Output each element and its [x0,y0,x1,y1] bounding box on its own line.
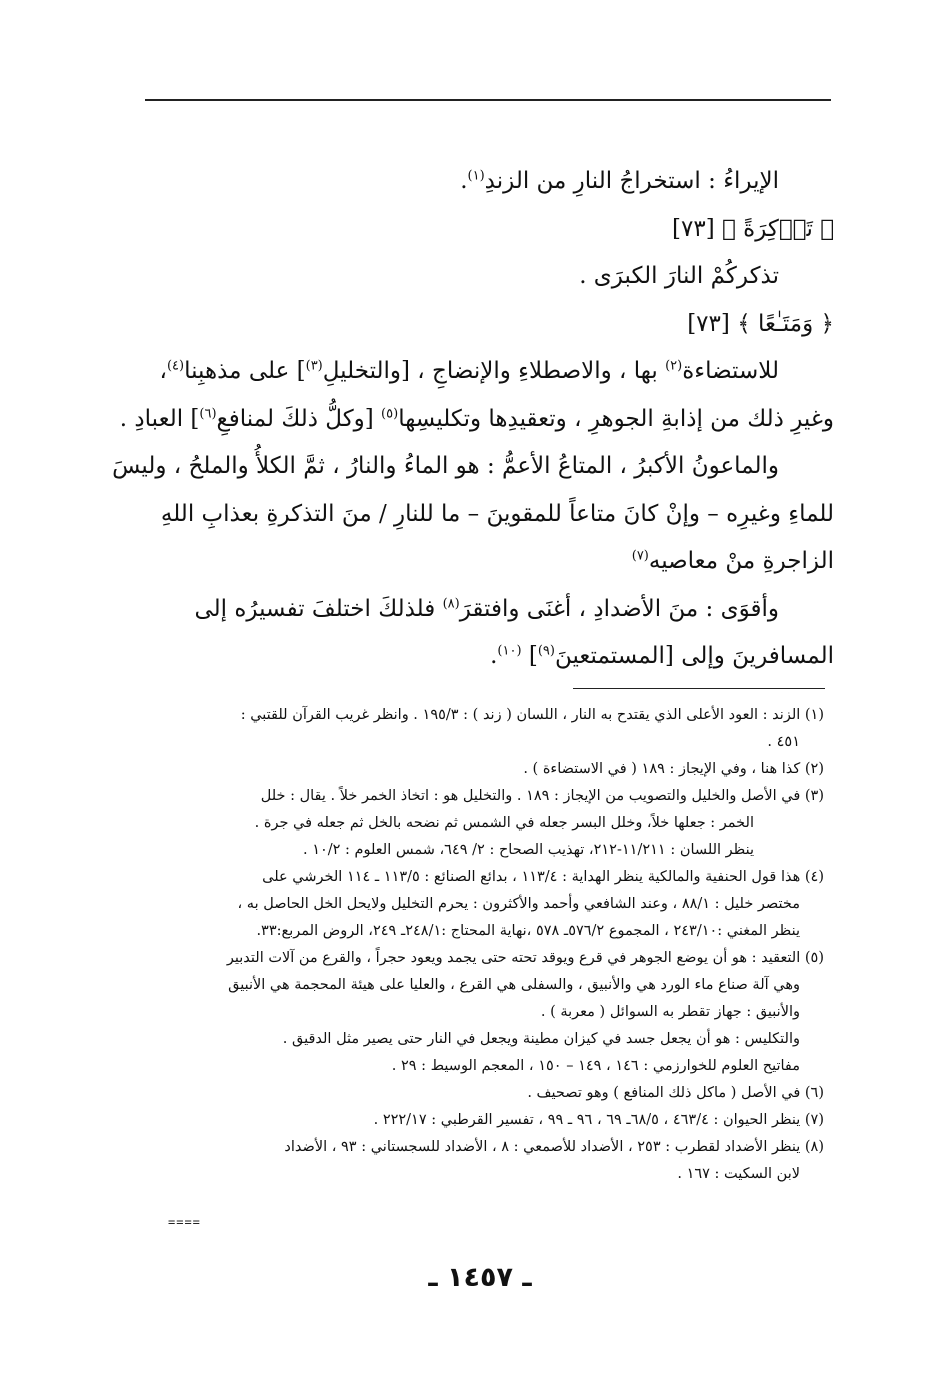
text-line-3: تذكركُمْ النارَ الكبرَى . [579,263,779,289]
footnote-1: (١) الزند : العود الأعلى الذي يقتدح به النار ، اللسان ( زند ) : ١٩٥/٣ . وانظر غريب القرآن للقتبي : ٤٥١ . [240,707,824,750]
footnote-ref-7[interactable]: (٧) [631,548,649,564]
ornate-bracket-open: ﴿ [820,215,834,242]
footnote-ref-2[interactable]: (٢) [665,358,683,374]
footnote-ref-1[interactable]: (١) [467,168,485,184]
page-number: ـ ١٤٥٧ ـ [428,1262,532,1293]
footnote-7: (٧) ينظر الحيوان : ٤٦٣/٤ ، ٦٨/٥ـ ٦٩ ، ٩٦ ـ ٩٩ ، تفسير القرطبي : ٢٢٢/١٧ . [373,1112,824,1128]
footnote-ref-5[interactable]: (٥) [381,405,399,421]
text-line-11: المسافرينَ وإلى [المستمتعينَ$^{(٩)}$] $^{(١٠)}$. [490,643,834,669]
footnote-ref-3[interactable]: (٣) [305,358,323,374]
main-text [112,158,834,681]
footnotes [120,702,824,1188]
text-line-7: والماعونُ الأكبرُ ، المتاعُ الأعمُّ : هو الماءُ والنارُ ، ثمَّ الكلأُ والملحُ ، وليسَ [112,453,779,479]
text-line-1: الإيراءُ : استخراجُ النارِ من الزندِ$^{(١)}$. [460,168,779,194]
footnote-ref-10[interactable]: (١٠) [497,643,522,659]
text-line-6: وغيرِ ذلك من إذابةِ الجوهرِ ، وتعقيدِها وتكليسِها$^{(٥)}$ [وكلُّ ذلكَ لمنافعِ$^{(٦)}$] العبادِ . [119,405,834,432]
verse-ref: [٧٣] [687,310,730,337]
footnote-ref-8[interactable]: (٨) [442,595,460,611]
footnote-4: (٤) هذا قول الحنفية والمالكية ينظر الهداية : ١١٣/٤ ، بدائع الصنائع : ١١٣/٥ ـ ١١٤ الخرشي على مختصر خليل : ٨٨/١ ، وعند الشافعي وأحمد والأكثرون : يحرم التخليل ولايحل الخل الحاصل به ، ينظر المغني :٢٤٣/١٠ ، المجموع ٥٧٦/٢ـ ٥٧٨ ،نهاية المحتاج :٢٤٨/١ـ ٢٤٩، الروض المربع:٣٣. [237,869,824,939]
ornate-bracket-close: ﴾ [737,310,751,337]
header-rule [145,99,831,101]
quran-verse-line-1 [128,206,834,254]
ornate-bracket-close: ﴾ [722,215,736,242]
footnote-separator [573,688,825,689]
text-line-9: الزاجرةِ منْ معاصيه$^{(٧)}$ [631,548,834,574]
footnote-ref-6[interactable]: (٦) [199,405,217,421]
quran-word: تَذۡكِرَةً [743,215,813,242]
footnote-3: (٣) في الأصل والخليل والتصويب من الإيجاز : ١٨٩ . والتخليل هو : اتخاذ الخمر خلاً . يقال : خلل الخمر : جعلها خلاً، وخلل البسر جعله في الشمس ثم نضحه بالخل ثم جعله في جرة . ينظر اللسان : ١١/٢١١-٢١٢، تهذيب الصحاح : ٢/ ٦٤٩، شمس العلوم : ١٠/٢ . [254,788,824,858]
continuation-marker: ==== [168,1215,201,1229]
ornate-bracket-open: ﴿ [820,310,834,337]
quran-word: وَمَتَـٰعًا [757,310,814,337]
text-line-10: وأقوَى : منَ الأضدادِ ، أغنَى وافتقرَ$^{(٨)}$ فلذلكَ اختلفَ تفسيرُه إلى [194,595,779,622]
footnote-8: (٨) ينظر الأضداد لقطرب : ٢٥٣ ، الأضداد للأصمعي : ٨ ، الأضداد للسجستاني : ٩٣ ، الأضداد لابن السكيت : ١٦٧ . [284,1139,824,1182]
footnote-2: (٢) كذا هنا ، وفي الإيجاز : ١٨٩ ( في الاستضاءة ) . [523,761,824,777]
footnote-6: (٦) في الأصل ( ماكل ذلك المنافع ) وهو تصحيف . [527,1085,824,1101]
footnote-ref-4[interactable]: (٤) [166,358,185,374]
text-line-8: للماءِ وغيرِه – وإنْ كانَ متاعاً للمقوينَ – ما للنارِ / منَ التذكرةِ بعذابِ اللهِ [160,500,834,527]
verse-ref: [٧٣] [672,215,715,242]
text-line-5: للاستضاءة$^{(٢)}$ بها ، والاصطلاءِ والإنضاجِ ، [والتخليلِ$^{(٣)}$] على مذهبِنا$^{(٤)}$، [159,358,779,384]
footnote-ref-9[interactable]: (٩) [537,643,555,659]
footnote-5: (٥) التعقيد : هو أن يوضع الجوهر في قرع ويوقد تحته حتى يجمد ويعود حجراً ، والقرع من آلات التدبير وهي آلة صناع ماء الورد هي والأنبيق ، والسفلى هي القرع ، والعليا على هيئة المحجمة هي الأنبيق والأنبيق : جهاز تقطر به السوائل ( معربة ) . والتكليس : هو أن يجعل جسد في كيزان مطينة ويجعل في النار حتى يصير مثل الدقيق . مفاتيح العلوم للخوارزمي : ١٤٦ ، ١٤٩ – ١٥٠ ، المعجم الوسيط : ٢٩ . [226,950,824,1074]
quran-verse-line-2 [128,301,834,349]
